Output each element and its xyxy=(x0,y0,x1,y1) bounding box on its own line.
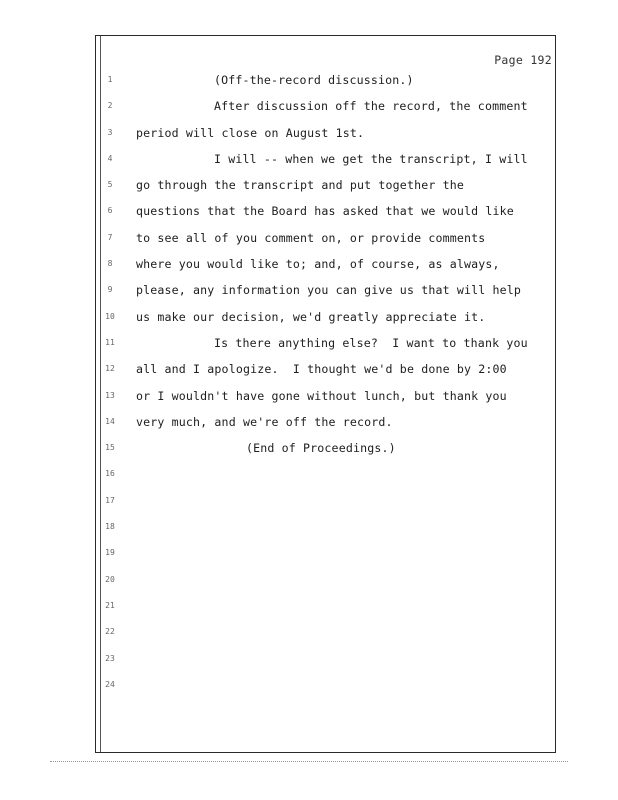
line-number: 19 xyxy=(105,548,115,558)
line-number: 2 xyxy=(107,101,113,111)
line-text: After discussion off the record, the comment xyxy=(214,99,528,114)
line-number: 12 xyxy=(105,364,115,374)
transcript-line xyxy=(96,124,555,150)
line-text: very much, and we're off the record. xyxy=(136,414,393,429)
transcript-line xyxy=(96,623,555,649)
line-number: 9 xyxy=(107,285,113,295)
transcript-line xyxy=(96,518,555,544)
line-number: 15 xyxy=(105,443,115,453)
line-number: 10 xyxy=(105,311,115,321)
line-number: 1 xyxy=(107,75,113,84)
line-text: where you would like to; and, of course, as always, xyxy=(136,257,500,272)
transcript-line xyxy=(96,150,555,176)
transcript-line xyxy=(96,465,555,491)
line-number: 8 xyxy=(107,259,113,269)
line-text: (End of Proceedings.) xyxy=(246,441,396,456)
line-number: 21 xyxy=(105,600,115,610)
line-number: 20 xyxy=(105,574,115,584)
line-number: 6 xyxy=(107,206,113,216)
line-text: (Off-the-record discussion.) xyxy=(214,73,414,87)
transcript-line xyxy=(96,492,555,518)
transcript-line xyxy=(96,439,555,465)
transcript-line xyxy=(96,571,555,597)
transcript-body xyxy=(96,71,555,702)
line-text: all and I apologize. I thought we'd be done by 2:00 xyxy=(136,362,507,377)
line-number: 14 xyxy=(105,416,115,426)
transcript-line xyxy=(96,360,555,386)
transcript-line xyxy=(96,544,555,570)
line-number: 7 xyxy=(107,232,113,242)
transcript-line xyxy=(96,676,555,702)
transcript-line xyxy=(96,229,555,255)
line-text: or I wouldn't have gone without lunch, but thank you xyxy=(136,388,507,403)
line-number: 13 xyxy=(105,390,115,400)
line-number: 17 xyxy=(105,495,115,505)
transcript-line xyxy=(96,176,555,202)
transcript-line xyxy=(96,97,555,123)
line-text: questions that the Board has asked that we would like xyxy=(136,204,514,219)
transcript-line xyxy=(96,202,555,228)
transcript-line xyxy=(96,71,555,97)
line-number: 5 xyxy=(107,180,113,190)
transcript-line xyxy=(96,387,555,413)
transcript-line xyxy=(96,597,555,623)
page-number: Page 192 xyxy=(494,53,552,67)
line-text: us make our decision, we'd greatly appreciate it. xyxy=(136,309,486,324)
transcript-line xyxy=(96,308,555,334)
line-text: I will -- when we get the transcript, I will xyxy=(214,151,528,166)
transcript-page xyxy=(95,35,556,753)
line-text: go through the transcript and put together the xyxy=(136,178,464,193)
line-text: to see all of you comment on, or provide comments xyxy=(136,230,486,245)
line-number: 4 xyxy=(107,153,113,163)
line-number: 3 xyxy=(107,127,113,137)
transcript-line xyxy=(96,413,555,439)
line-number: 11 xyxy=(105,337,115,347)
line-number: 18 xyxy=(105,522,115,532)
line-number: 24 xyxy=(105,679,115,689)
line-text: please, any information you can give us that will help xyxy=(136,283,522,298)
transcript-line xyxy=(96,650,555,676)
line-text: Is there anything else? I want to thank you xyxy=(214,335,528,350)
line-text: period will close on August 1st. xyxy=(136,125,365,140)
line-number: 16 xyxy=(105,469,115,479)
transcript-line xyxy=(96,281,555,307)
transcript-line xyxy=(96,334,555,360)
line-number: 23 xyxy=(105,653,115,663)
line-number: 22 xyxy=(105,627,115,637)
footer-rule xyxy=(50,761,568,762)
transcript-line xyxy=(96,255,555,281)
